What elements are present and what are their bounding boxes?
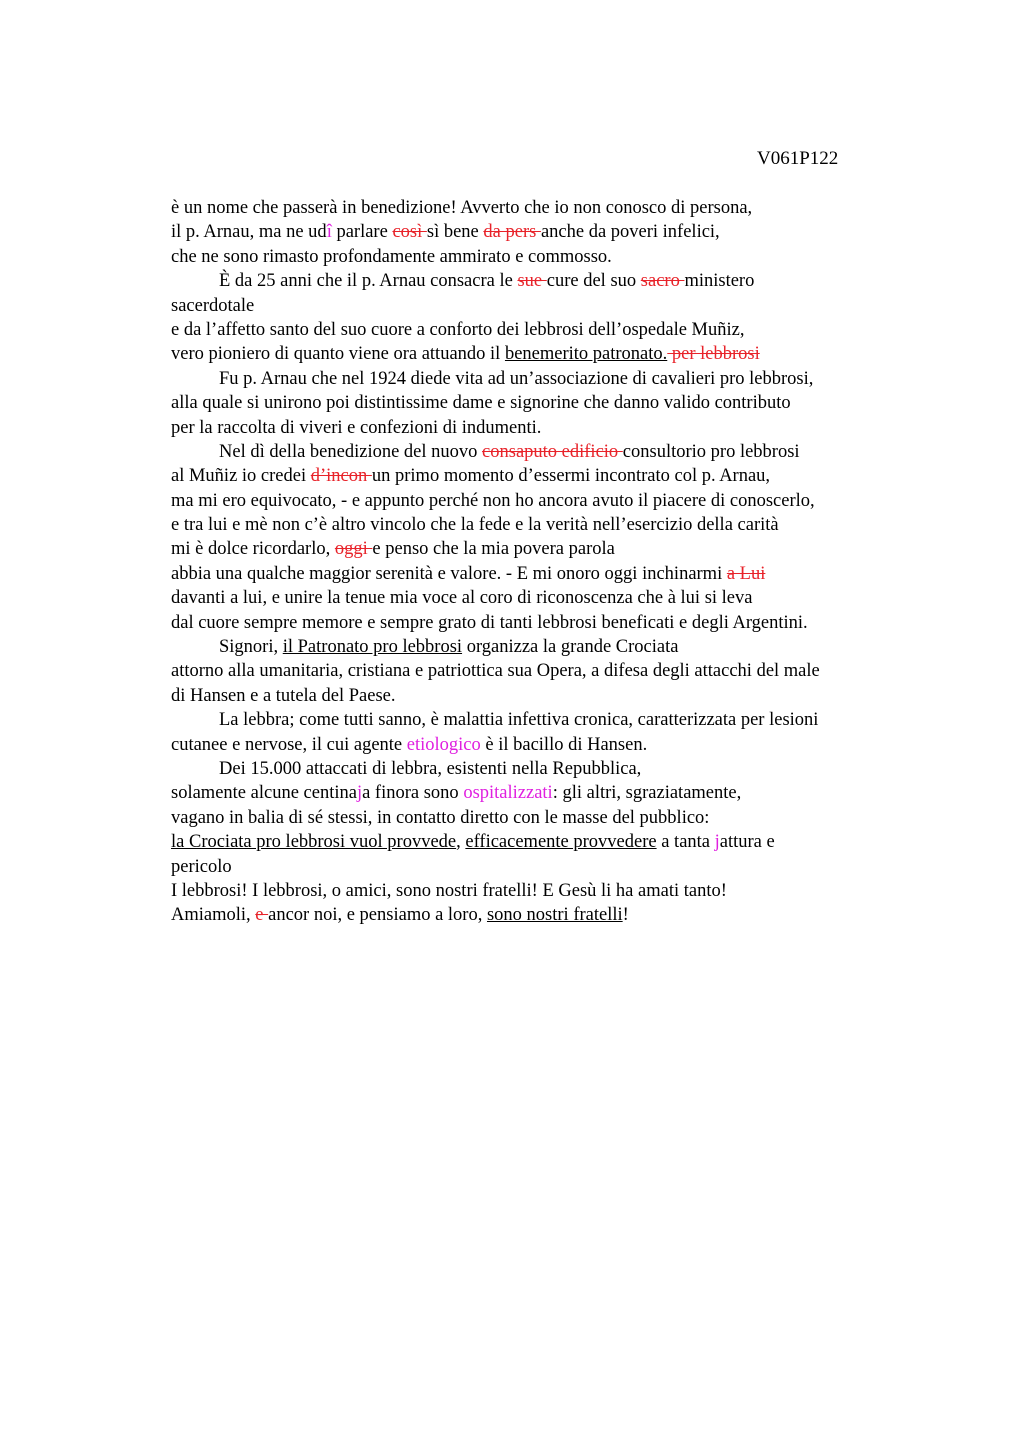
text-line — [171, 537, 931, 561]
text-segment: è il bacillo di Hansen. — [480, 734, 648, 755]
underlined-text: benemerito patronato. — [504, 344, 668, 365]
deleted-text: sue — [517, 271, 547, 292]
text-line — [171, 220, 931, 244]
text-segment: dal cuore sempre memore e sempre grato di tanti lebbrosi beneficati e degli Argentini. — [171, 612, 808, 633]
text-segment: È da 25 anni che il p. Arnau consacra le — [219, 271, 518, 292]
underlined-text: efficacemente provvedere — [465, 832, 657, 853]
text-segment: ! — [622, 905, 629, 926]
text-line — [171, 342, 931, 366]
inserted-text: j — [714, 832, 720, 853]
text-line — [171, 684, 931, 708]
page-id: V061P122 — [757, 148, 839, 169]
text-line — [171, 489, 931, 513]
text-segment: I lebbrosi! I lebbrosi, o amici, sono nostri fratelli! E Gesù li ha amati tanto! — [171, 880, 727, 901]
text-segment: Fu p. Arnau che nel 1924 diede vita ad un’associazione di cavalieri pro lebbrosi, — [219, 368, 814, 389]
text-segment: anche da poveri infelici, — [540, 222, 720, 243]
text-line — [171, 294, 931, 318]
text-segment: e penso che la mia povera parola — [372, 539, 615, 560]
text-segment: e tra lui e mè non c’è altro vincolo che la fede e la verità nell’esercizio della carità — [171, 515, 779, 536]
inserted-text: etiologico — [406, 734, 481, 755]
text-segment: mi è dolce ricordarlo, — [171, 539, 335, 560]
deleted-text: così — [392, 222, 427, 243]
deleted-text: oggi — [334, 539, 373, 560]
text-segment: il p. Arnau, ma ne ud — [171, 222, 327, 243]
text-segment: ancor noi, e pensiamo a loro, — [268, 905, 487, 926]
text-line — [171, 879, 931, 903]
text-line — [171, 708, 931, 732]
text-segment: un primo momento d’essermi incontrato col p. Arnau, — [371, 466, 771, 487]
text-line — [171, 562, 931, 586]
text-segment: a tanta — [656, 832, 715, 853]
text-segment: ma mi ero equivocato, - e appunto perché non ho ancora avuto il piacere di conoscerlo, — [171, 490, 815, 511]
text-segment: pericolo — [171, 856, 232, 877]
text-segment: La lebbra; come tutti sanno, è malattia infettiva cronica, caratterizzata per lesioni — [219, 710, 819, 731]
text-segment: Signori, — [219, 637, 283, 658]
text-segment: Dei 15.000 attaccati di lebbra, esistenti nella Repubblica, — [219, 758, 642, 779]
text-segment: attorno alla umanitaria, cristiana e patriottica sua Opera, a difesa degli attacchi del male — [171, 661, 820, 682]
underlined-text: il Patronato pro lebbrosi — [282, 637, 463, 658]
text-line — [171, 586, 931, 610]
text-segment: cure del suo — [546, 271, 641, 292]
text-line — [171, 269, 931, 293]
text-line — [171, 611, 931, 635]
text-segment: solamente alcune centina — [171, 783, 357, 804]
text-segment: per la raccolta di viveri e confezioni di indumenti. — [171, 417, 542, 438]
deleted-text: d’incon — [310, 466, 372, 487]
text-segment: vero pioniero di quanto viene ora attuando il — [171, 344, 505, 365]
text-segment: attura e — [719, 832, 775, 853]
text-line — [171, 245, 931, 269]
text-segment: ministero — [684, 271, 755, 292]
text-line — [171, 781, 931, 805]
inserted-text: î — [326, 222, 332, 243]
text-line — [171, 903, 931, 927]
text-line — [171, 757, 931, 781]
text-line — [171, 855, 931, 879]
text-segment: e da l’affetto santo del suo cuore a conforto dei lebbrosi dell’ospedale Muñiz, — [171, 319, 745, 340]
text-segment: al Muñiz io credei — [171, 466, 311, 487]
text-segment: Nel dì della benedizione del nuovo — [219, 441, 483, 462]
text-line — [171, 196, 931, 220]
text-segment: di Hansen e a tutela del Paese. — [171, 685, 396, 706]
text-segment: davanti a lui, e unire la tenue mia voce al coro di riconoscenza che à lui si leva — [171, 588, 753, 609]
text-segment: cutanee e nervose, il cui agente — [171, 734, 407, 755]
deleted-text: per lebbrosi — [667, 344, 760, 365]
text-segment: consultorio pro lebbrosi — [622, 441, 800, 462]
deleted-text: e — [255, 905, 269, 926]
document-body — [171, 196, 931, 928]
inserted-text: ospitalizzati — [463, 783, 553, 804]
text-line — [171, 830, 931, 854]
deleted-text: sacro — [640, 271, 685, 292]
text-segment: , — [456, 832, 466, 853]
text-segment: parlare — [331, 222, 393, 243]
text-line — [171, 391, 931, 415]
text-line — [171, 367, 931, 391]
text-line — [171, 318, 931, 342]
text-line — [171, 513, 931, 537]
text-line — [171, 416, 931, 440]
text-segment: vagano in balia di sé stessi, in contatto diretto con le masse del pubblico: — [171, 807, 710, 828]
text-segment: sacerdotale — [171, 295, 255, 316]
text-segment: organizza la grande Crociata — [462, 637, 679, 658]
text-segment: a finora sono — [362, 783, 464, 804]
underlined-text: la Crociata pro lebbrosi vuol provvede — [171, 832, 457, 853]
text-segment: che ne sono rimasto profondamente ammirato e commosso. — [171, 246, 612, 267]
text-segment: sì bene — [426, 222, 484, 243]
text-segment: alla quale si unirono poi distintissime dame e signorine che danno valido contributo — [171, 393, 791, 414]
text-line — [171, 659, 931, 683]
deleted-text: consaputo edificio — [482, 441, 623, 462]
text-segment: Amiamoli, — [171, 905, 256, 926]
deleted-text: a Lui — [726, 563, 766, 584]
underlined-text: sono nostri fratelli — [486, 905, 623, 926]
text-segment: abbia una qualche maggior serenità e valore. - E mi onoro oggi inchinarmi — [171, 563, 727, 584]
text-line — [171, 635, 931, 659]
text-line — [171, 464, 931, 488]
inserted-text: j — [356, 783, 363, 804]
deleted-text: da pers — [483, 222, 541, 243]
text-segment: : gli altri, sgraziatamente, — [552, 783, 742, 804]
text-line — [171, 733, 931, 757]
text-segment: è un nome che passerà in benedizione! Avverto che io non conosco di persona, — [171, 198, 753, 218]
text-line — [171, 806, 931, 830]
text-line — [171, 440, 931, 464]
